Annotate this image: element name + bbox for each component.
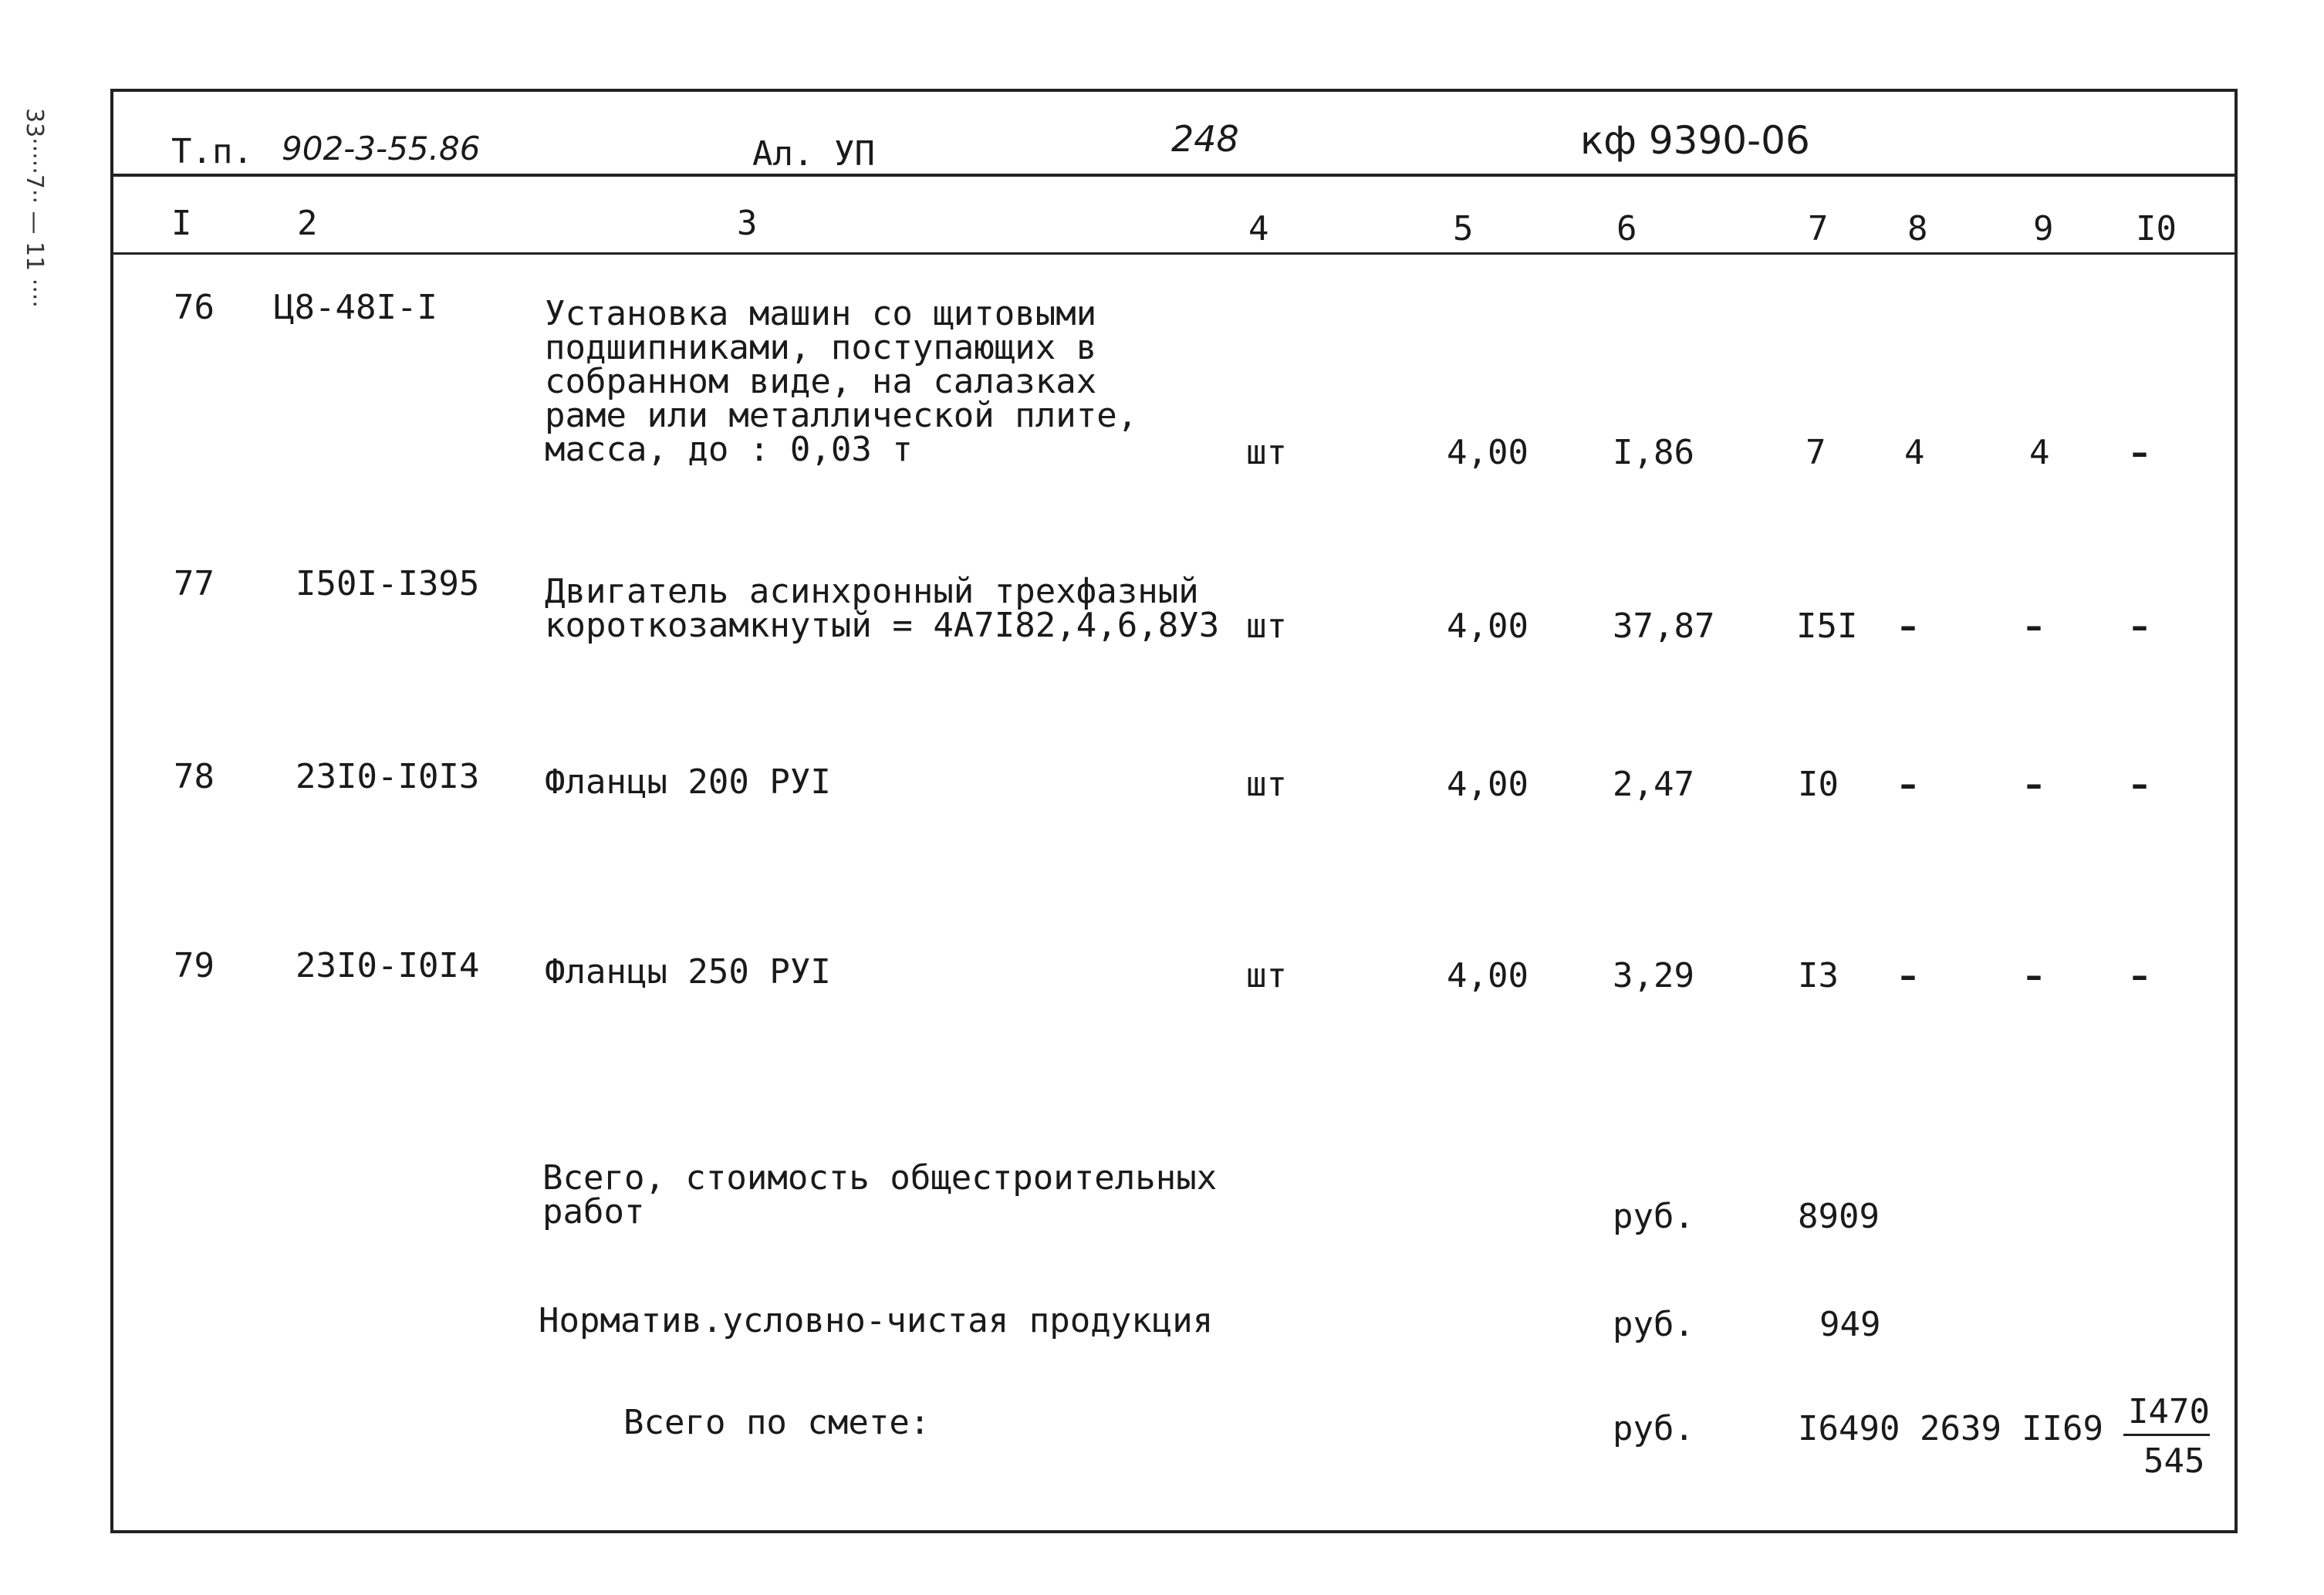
row-77-num: 77 bbox=[174, 564, 214, 603]
document-code: кф 9390-06 bbox=[1580, 118, 1810, 163]
col-header-1: I bbox=[171, 204, 192, 243]
grand-total-unit: руб. bbox=[1613, 1409, 1694, 1448]
row-77-qty: 4,00 bbox=[1447, 607, 1529, 646]
row-76-col10: – bbox=[2131, 433, 2148, 472]
net-production-unit: руб. bbox=[1613, 1305, 1694, 1344]
row-78-col7: I0 bbox=[1798, 765, 1839, 804]
row-79-description: Фланцы 250 РУI bbox=[545, 952, 831, 992]
row-78-price: 2,47 bbox=[1613, 765, 1694, 804]
project-prefix: Т.п. bbox=[171, 132, 253, 171]
row-77-description: Двигатель асинхронный трехфазный короткозамкнутый = 4А7I82,4,6,8У3 bbox=[545, 572, 1220, 645]
grand-total-label: Всего по смете: bbox=[623, 1403, 931, 1442]
row-79-unit: шт bbox=[1246, 956, 1287, 995]
col-header-5: 5 bbox=[1453, 209, 1474, 248]
col-header-8: 8 bbox=[1907, 209, 1928, 248]
row-78-num: 78 bbox=[174, 757, 214, 796]
grand-total-col7: I6490 bbox=[1798, 1409, 1900, 1448]
row-76-col7: 7 bbox=[1805, 433, 1826, 472]
row-76-price: I,86 bbox=[1613, 433, 1694, 472]
row-79-col8: – bbox=[1900, 956, 1917, 995]
row-78-qty: 4,00 bbox=[1447, 765, 1529, 804]
col-header-2: 2 bbox=[297, 204, 318, 243]
col-header-3: 3 bbox=[737, 204, 758, 243]
grand-total-col10-top: I470 bbox=[2128, 1392, 2210, 1431]
header-rule bbox=[113, 174, 2234, 177]
row-79-col7: I3 bbox=[1798, 956, 1839, 995]
grand-total-col10-bottom: 545 bbox=[2143, 1441, 2205, 1481]
row-77-col9: – bbox=[2025, 607, 2042, 646]
total-works-label: Всего, стоимость общестроительных работ bbox=[542, 1158, 1218, 1232]
row-79-price: 3,29 bbox=[1613, 956, 1694, 995]
column-header-rule bbox=[113, 252, 2234, 255]
row-78-unit: шт bbox=[1246, 765, 1287, 804]
col-header-4: 4 bbox=[1248, 209, 1269, 248]
row-76-qty: 4,00 bbox=[1447, 433, 1529, 472]
total-works-value: 8909 bbox=[1798, 1197, 1880, 1236]
row-77-price: 37,87 bbox=[1613, 607, 1715, 646]
row-76-code: Ц8-48I-I bbox=[274, 288, 437, 327]
row-76-col8: 4 bbox=[1904, 433, 1925, 472]
row-78-col9: – bbox=[2025, 765, 2042, 804]
net-production-label: Норматив.условно-чистая продукция bbox=[539, 1301, 1214, 1340]
total-works-unit: руб. bbox=[1613, 1197, 1694, 1236]
col-header-7: 7 bbox=[1808, 209, 1829, 248]
row-78-col10: – bbox=[2131, 765, 2148, 804]
row-78-code: 23I0-I0I3 bbox=[296, 757, 480, 796]
row-79-code: 23I0-I0I4 bbox=[296, 946, 480, 985]
row-77-col8: – bbox=[1900, 607, 1917, 646]
net-production-value: 949 bbox=[1819, 1305, 1881, 1344]
album-label: Ал. УП bbox=[752, 134, 875, 174]
row-76-description: Установка машин со щитовыми подшипниками, поступающих в собранном виде, на салазках раме или металлической плите, масса, до : 0,03 т bbox=[545, 294, 1138, 469]
row-77-col10: – bbox=[2131, 607, 2148, 646]
row-76-unit: шт bbox=[1246, 433, 1287, 472]
row-76-num: 76 bbox=[174, 288, 214, 327]
row-79-num: 79 bbox=[174, 946, 214, 985]
col-header-6: 6 bbox=[1616, 209, 1637, 248]
row-77-col7: I5I bbox=[1796, 607, 1858, 646]
page-number: 248 bbox=[1171, 118, 1239, 160]
row-79-col9: – bbox=[2025, 956, 2042, 995]
row-76-col9: 4 bbox=[2029, 433, 2050, 472]
row-77-unit: шт bbox=[1246, 607, 1287, 646]
row-77-code: I50I-I395 bbox=[296, 564, 480, 603]
margin-note: 33·····7·· — 11 ···· bbox=[21, 108, 48, 308]
project-number: 902-3-55.86 bbox=[282, 130, 481, 167]
row-78-col8: – bbox=[1900, 765, 1917, 804]
row-78-description: Фланцы 200 РУI bbox=[545, 762, 831, 802]
row-79-qty: 4,00 bbox=[1447, 956, 1529, 995]
grand-total-col8: 2639 bbox=[1920, 1409, 2001, 1448]
fraction-bar bbox=[2123, 1434, 2210, 1436]
col-header-9: 9 bbox=[2033, 209, 2054, 248]
grand-total-col9: II69 bbox=[2022, 1409, 2103, 1448]
row-79-col10: – bbox=[2131, 956, 2148, 995]
col-header-10: I0 bbox=[2136, 209, 2177, 248]
